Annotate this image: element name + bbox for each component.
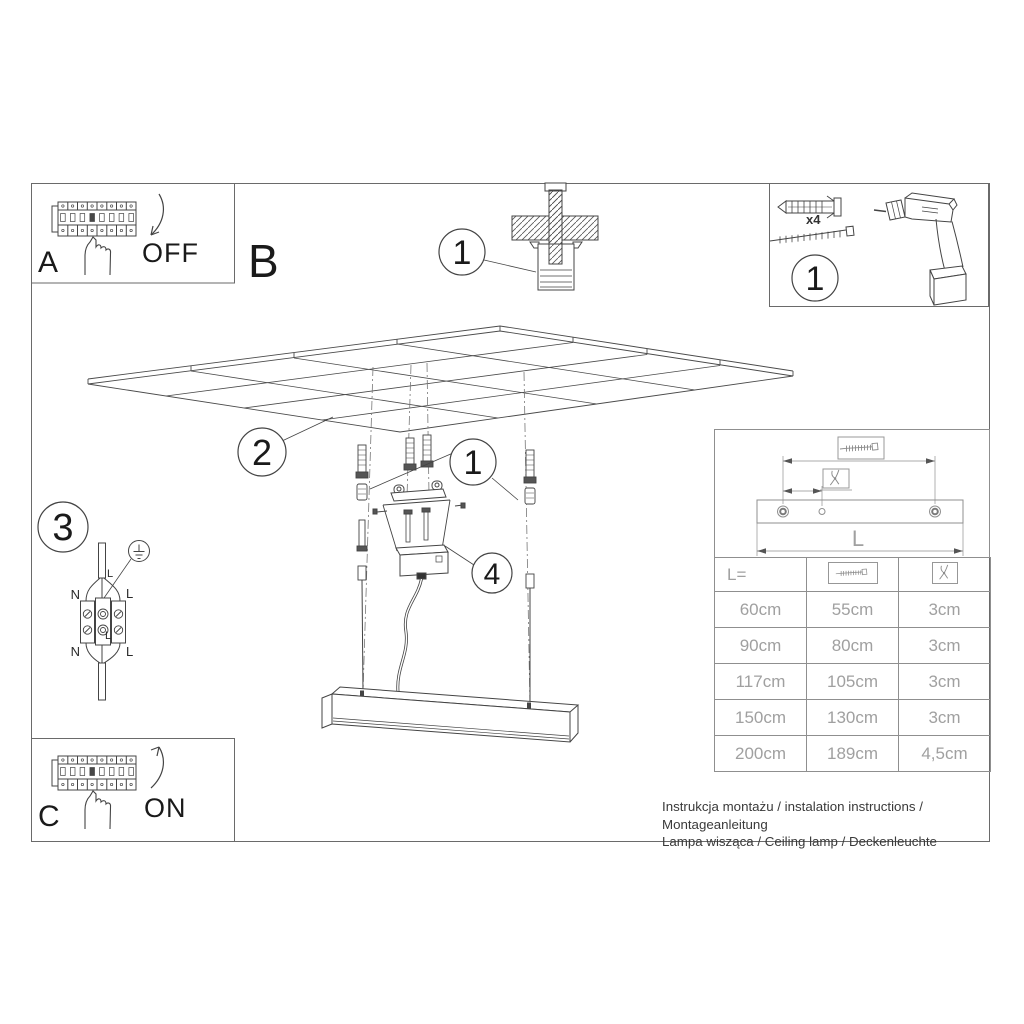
step-2-badge: 2 — [251, 432, 273, 473]
wire-label-l-cable-bottom: L — [105, 630, 112, 642]
pliers-icon — [932, 562, 958, 584]
wire-label-n-bottom: N — [70, 644, 80, 659]
spacing-cell: 55cm — [807, 592, 899, 628]
table-row — [715, 664, 991, 700]
length-dimension-label: L — [851, 526, 865, 551]
offset-cell: 3cm — [899, 628, 991, 664]
length-spec-table — [714, 557, 991, 772]
step-4-badge: 4 — [483, 558, 501, 591]
arrow-up-icon — [151, 747, 163, 788]
spacing-cell: 105cm — [807, 664, 899, 700]
offset-cell: 3cm — [899, 592, 991, 628]
footer-text — [662, 798, 992, 851]
wire-label-n-top: N — [70, 587, 80, 602]
offset-header-cell — [899, 558, 991, 592]
pressing-hand-icon — [85, 791, 111, 829]
table-row — [715, 628, 991, 664]
drill-icon — [874, 193, 966, 305]
step-1-badge: 1 — [452, 234, 472, 272]
table-row — [715, 592, 991, 628]
spacing-cell: 189cm — [807, 736, 899, 772]
plug-quantity-label: x4 — [806, 212, 821, 227]
length-cell: 117cm — [715, 664, 807, 700]
wire-label-l-top: L — [126, 586, 134, 601]
footer-line-1: Instrukcja montażu / instalation instructions / Montageanleitung — [662, 799, 923, 832]
suspension-wires — [362, 580, 530, 706]
screw-icon — [828, 562, 878, 584]
length-cell: 60cm — [715, 592, 807, 628]
wire-label-l-cable-top: L — [107, 568, 114, 580]
length-cell: 150cm — [715, 700, 807, 736]
power-on-label: ON — [144, 793, 187, 823]
power-cable — [398, 579, 422, 692]
screw-spacing-header-cell — [807, 558, 899, 592]
ceiling-grid — [88, 326, 793, 432]
center-lines — [363, 363, 530, 708]
tools-step-number: 1 — [805, 260, 825, 298]
power-off-label: OFF — [142, 238, 199, 268]
offset-cell: 3cm — [899, 700, 991, 736]
length-cell: 90cm — [715, 628, 807, 664]
table-header-row — [715, 558, 991, 592]
length-header-cell: L= — [715, 558, 807, 592]
offset-cell: 3cm — [899, 664, 991, 700]
footer-line-2: Lampa wisząca / Ceiling lamp / Deckenleuchte — [662, 834, 937, 849]
arrow-down-icon — [151, 194, 163, 235]
canopy-bracket — [373, 481, 465, 579]
panel-a-label: A — [38, 246, 59, 279]
spacing-cell: 130cm — [807, 700, 899, 736]
table-row — [715, 736, 991, 772]
panel-c-label: C — [38, 800, 60, 833]
pendant-lamp — [322, 687, 578, 742]
spacing-cell: 80cm — [807, 628, 899, 664]
pressing-hand-icon — [85, 237, 111, 275]
screw-icon — [770, 226, 854, 243]
section-b-label: B — [248, 235, 279, 287]
length-cell: 200cm — [715, 736, 807, 772]
offset-cell: 4,5cm — [899, 736, 991, 772]
step-3-badge: 3 — [52, 507, 74, 549]
table-row — [715, 700, 991, 736]
wire-label-l-bottom: L — [126, 644, 134, 659]
step-1-badge-mid: 1 — [463, 444, 483, 482]
